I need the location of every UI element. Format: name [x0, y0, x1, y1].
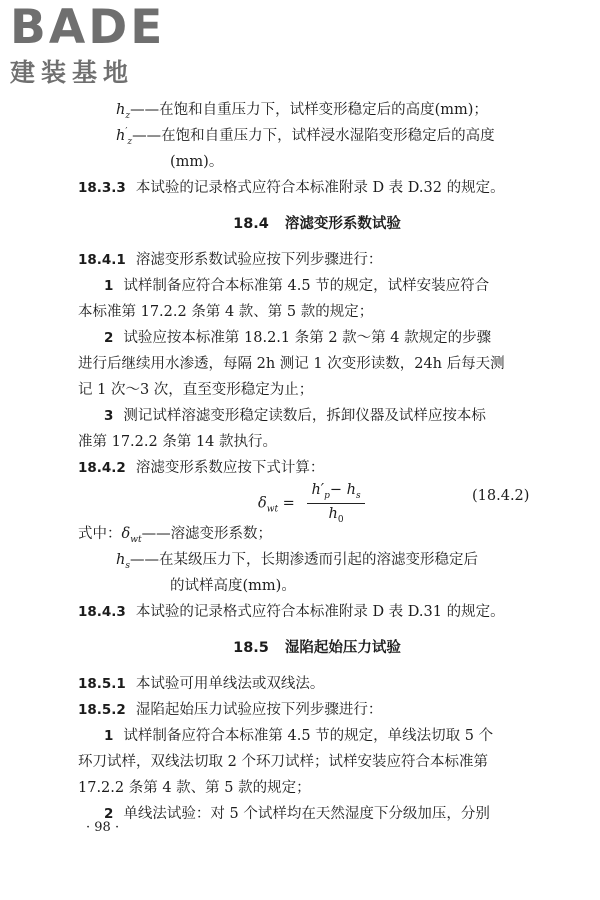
- section-heading-18-5: 18.5 湿陷起始压力试验: [233, 640, 401, 656]
- list-item-18-4-1-1-cont: 本标准第 17.2.2 条第 4 款、第 5 款的规定；: [78, 304, 374, 320]
- list-item-18-4-1-3: 3 测记试样溶滤变形稳定读数后，拆卸仪器及试样应按本标: [104, 408, 486, 424]
- formula-equation-number: (18.4.2): [472, 488, 530, 504]
- clause-18-5-1: 18.5.1 本试验可用单线法或双线法。: [78, 676, 325, 692]
- logo: [10, 0, 166, 88]
- definition-hz: $h_z——$在饱和自重压力下，试样变形稳定后的高度(mm)；: [116, 102, 488, 121]
- list-item-18-5-2-1-cont1: 环刀试样，双线法切取 2 个环刀试样；试样安装应符合本标准第: [78, 754, 488, 770]
- formula-18-4-2: $\delta_{wt}$ = $\frac{h'_p- h_s}{h_0}$: [258, 482, 365, 525]
- formula-fraction: $\frac{h'_p- h_s}{h_0}$: [307, 482, 364, 525]
- where-hs: $h_s——$在某级压力下，长期渗透而引起的溶滤变形稳定后: [116, 552, 478, 571]
- where-hs-cont: 的试样高度(mm)。: [170, 578, 296, 594]
- list-item-18-5-2-1: 1 试样制备应符合本标准第 4.5 节的规定，单线法切取 5 个: [104, 728, 494, 744]
- definition-hz-prime-cont: (mm)。: [170, 154, 224, 170]
- clause-18-3-3: 18.3.3 本试验的记录格式应符合本标准附录 D 表 D.32 的规定。: [78, 180, 505, 196]
- list-item-18-4-1-1: 1 试样制备应符合本标准第 4.5 节的规定，试样安装应符合: [104, 278, 490, 294]
- list-item-18-4-1-3-cont: 准第 17.2.2 条第 14 款执行。: [78, 434, 278, 450]
- list-item-18-5-2-1-cont2: 17.2.2 条第 4 款、第 5 款的规定；: [78, 780, 311, 796]
- clause-18-4-1: 18.4.1 溶滤变形系数试验应按下列步骤进行：: [78, 252, 383, 268]
- clause-18-4-3: 18.4.3 本试验的记录格式应符合本标准附录 D 表 D.31 的规定。: [78, 604, 505, 620]
- section-heading-18-4: 18.4 溶滤变形系数试验: [233, 216, 401, 232]
- list-item-18-4-1-2-cont2: 记 1 次～3 次，直至变形稳定为止；: [78, 382, 314, 398]
- clause-18-5-2: 18.5.2 湿陷起始压力试验应按下列步骤进行：: [78, 702, 383, 718]
- clause-18-4-2: 18.4.2 溶滤变形系数应按下式计算：: [78, 460, 325, 476]
- page-number: · 98 ·: [86, 820, 120, 835]
- where-delta-wt: 式中：$\delta_{wt}——$溶滤变形系数；: [78, 526, 273, 545]
- definition-hz-prime: $h'_z——$在饱和自重压力下，试样浸水湿陷变形稳定后的高度: [116, 127, 495, 147]
- logo-brand: BADE: [10, 0, 166, 55]
- list-item-18-4-1-2-cont1: 进行后继续用水渗透，每隔 2h 测记 1 次变形读数，24h 后每天测: [78, 356, 505, 372]
- list-item-18-5-2-2: 2 单线法试验：对 5 个试样均在天然湿度下分级加压，分别: [104, 806, 490, 822]
- list-item-18-4-1-2: 2 试验应按本标准第 18.2.1 条第 2 款～第 4 款规定的步骤: [104, 330, 492, 346]
- logo-subtitle: 建装基地: [10, 58, 135, 87]
